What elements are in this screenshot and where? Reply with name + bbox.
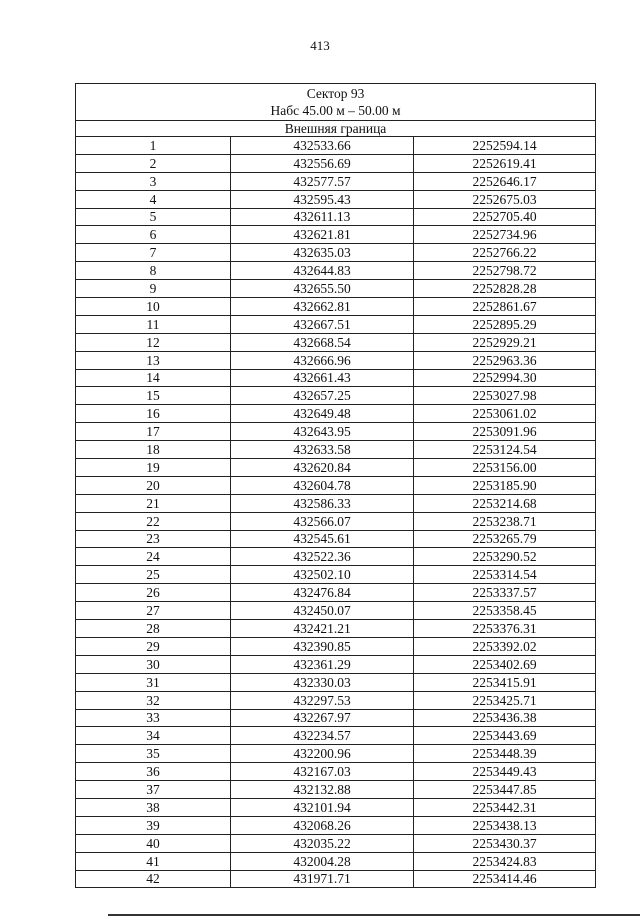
table-row [76, 691, 596, 709]
y-coordinate: 2252828.28 [414, 280, 596, 298]
point-number: 4 [76, 190, 231, 208]
x-coordinate: 432035.22 [231, 834, 414, 852]
point-number: 15 [76, 387, 231, 405]
x-coordinate: 432004.28 [231, 852, 414, 870]
point-number: 19 [76, 459, 231, 477]
point-number: 35 [76, 745, 231, 763]
x-coordinate: 432666.96 [231, 351, 414, 369]
y-coordinate: 2253392.02 [414, 637, 596, 655]
table-row [76, 351, 596, 369]
y-coordinate: 2253443.69 [414, 727, 596, 745]
x-coordinate: 432668.54 [231, 333, 414, 351]
x-coordinate: 431971.71 [231, 870, 414, 888]
y-coordinate: 2253449.43 [414, 763, 596, 781]
point-number: 28 [76, 620, 231, 638]
point-number: 38 [76, 798, 231, 816]
point-number: 42 [76, 870, 231, 888]
x-coordinate: 432522.36 [231, 548, 414, 566]
point-number: 32 [76, 691, 231, 709]
x-coordinate: 432635.03 [231, 244, 414, 262]
point-number: 34 [76, 727, 231, 745]
height-range: Набс 45.00 м – 50.00 м [270, 103, 401, 118]
y-coordinate: 2252594.14 [414, 137, 596, 155]
table-row [76, 602, 596, 620]
table-row [76, 387, 596, 405]
page-number: 413 [310, 38, 330, 53]
table-row [76, 548, 596, 566]
x-coordinate: 432330.03 [231, 673, 414, 691]
x-coordinate: 432595.43 [231, 190, 414, 208]
table-title-row [76, 84, 596, 121]
point-number: 12 [76, 333, 231, 351]
point-number: 41 [76, 852, 231, 870]
point-number: 25 [76, 566, 231, 584]
y-coordinate: 2252798.72 [414, 262, 596, 280]
table-row [76, 620, 596, 638]
point-number: 17 [76, 423, 231, 441]
y-coordinate: 2253415.91 [414, 673, 596, 691]
table-row [76, 262, 596, 280]
page-bottom-edge [108, 914, 640, 916]
point-number: 29 [76, 637, 231, 655]
y-coordinate: 2253438.13 [414, 816, 596, 834]
table-row [76, 405, 596, 423]
table-row [76, 315, 596, 333]
x-coordinate: 432655.50 [231, 280, 414, 298]
y-coordinate: 2252963.36 [414, 351, 596, 369]
x-coordinate: 432390.85 [231, 637, 414, 655]
point-number: 24 [76, 548, 231, 566]
x-coordinate: 432297.53 [231, 691, 414, 709]
point-number: 23 [76, 530, 231, 548]
point-number: 37 [76, 781, 231, 799]
x-coordinate: 432566.07 [231, 512, 414, 530]
x-coordinate: 432657.25 [231, 387, 414, 405]
point-number: 30 [76, 655, 231, 673]
y-coordinate: 2252895.29 [414, 315, 596, 333]
section-header: Внешняя граница [76, 121, 596, 137]
x-coordinate: 432556.69 [231, 154, 414, 172]
table-row [76, 369, 596, 387]
sector-title: Сектор 93 [306, 86, 365, 101]
table-row [76, 154, 596, 172]
y-coordinate: 2253061.02 [414, 405, 596, 423]
y-coordinate: 2253430.37 [414, 834, 596, 852]
y-coordinate: 2253402.69 [414, 655, 596, 673]
y-coordinate: 2253447.85 [414, 781, 596, 799]
x-coordinate: 432421.21 [231, 620, 414, 638]
point-number: 27 [76, 602, 231, 620]
table-row [76, 423, 596, 441]
point-number: 40 [76, 834, 231, 852]
y-coordinate: 2252766.22 [414, 244, 596, 262]
point-number: 11 [76, 315, 231, 333]
point-number: 10 [76, 298, 231, 316]
table-row [76, 834, 596, 852]
table-row [76, 298, 596, 316]
table-title [76, 84, 596, 121]
point-number: 3 [76, 172, 231, 190]
table-row [76, 137, 596, 155]
table-row [76, 781, 596, 799]
x-coordinate: 432502.10 [231, 566, 414, 584]
y-coordinate: 2252646.17 [414, 172, 596, 190]
y-coordinate: 2253156.00 [414, 459, 596, 477]
y-coordinate: 2253425.71 [414, 691, 596, 709]
y-coordinate: 2252994.30 [414, 369, 596, 387]
point-number: 21 [76, 494, 231, 512]
table-row [76, 459, 596, 477]
table-row [76, 727, 596, 745]
y-coordinate: 2252929.21 [414, 333, 596, 351]
table-row [76, 566, 596, 584]
point-number: 8 [76, 262, 231, 280]
point-number: 5 [76, 208, 231, 226]
x-coordinate: 432644.83 [231, 262, 414, 280]
y-coordinate: 2252705.40 [414, 208, 596, 226]
table-row [76, 208, 596, 226]
x-coordinate: 432476.84 [231, 584, 414, 602]
x-coordinate: 432167.03 [231, 763, 414, 781]
point-number: 20 [76, 476, 231, 494]
x-coordinate: 432662.81 [231, 298, 414, 316]
x-coordinate: 432667.51 [231, 315, 414, 333]
point-number: 9 [76, 280, 231, 298]
y-coordinate: 2253376.31 [414, 620, 596, 638]
point-number: 7 [76, 244, 231, 262]
point-number: 16 [76, 405, 231, 423]
point-number: 26 [76, 584, 231, 602]
table-row [76, 280, 596, 298]
y-coordinate: 2253314.54 [414, 566, 596, 584]
coordinate-table [75, 83, 596, 888]
x-coordinate: 432586.33 [231, 494, 414, 512]
y-coordinate: 2252734.96 [414, 226, 596, 244]
table-row [76, 441, 596, 459]
y-coordinate: 2252861.67 [414, 298, 596, 316]
table-row [76, 226, 596, 244]
table-row [76, 637, 596, 655]
y-coordinate: 2253091.96 [414, 423, 596, 441]
table-row [76, 763, 596, 781]
table-row [76, 494, 596, 512]
table-row [76, 476, 596, 494]
x-coordinate: 432649.48 [231, 405, 414, 423]
y-coordinate: 2253124.54 [414, 441, 596, 459]
point-number: 31 [76, 673, 231, 691]
y-coordinate: 2253414.46 [414, 870, 596, 888]
point-number: 18 [76, 441, 231, 459]
y-coordinate: 2253185.90 [414, 476, 596, 494]
y-coordinate: 2253424.83 [414, 852, 596, 870]
point-number: 39 [76, 816, 231, 834]
x-coordinate: 432643.95 [231, 423, 414, 441]
table-row [76, 530, 596, 548]
y-coordinate: 2253358.45 [414, 602, 596, 620]
x-coordinate: 432533.66 [231, 137, 414, 155]
y-coordinate: 2253337.57 [414, 584, 596, 602]
x-coordinate: 432234.57 [231, 727, 414, 745]
x-coordinate: 432267.97 [231, 709, 414, 727]
table-row [76, 172, 596, 190]
table-row [76, 190, 596, 208]
table-row [76, 584, 596, 602]
table-row [76, 709, 596, 727]
table-row [76, 852, 596, 870]
x-coordinate: 432068.26 [231, 816, 414, 834]
x-coordinate: 432545.61 [231, 530, 414, 548]
point-number: 2 [76, 154, 231, 172]
y-coordinate: 2253027.98 [414, 387, 596, 405]
x-coordinate: 432661.43 [231, 369, 414, 387]
y-coordinate: 2252675.03 [414, 190, 596, 208]
y-coordinate: 2253265.79 [414, 530, 596, 548]
table-row [76, 870, 596, 888]
point-number: 6 [76, 226, 231, 244]
table-row [76, 798, 596, 816]
point-number: 33 [76, 709, 231, 727]
table-row [76, 655, 596, 673]
x-coordinate: 432450.07 [231, 602, 414, 620]
table-row [76, 745, 596, 763]
y-coordinate: 2253436.38 [414, 709, 596, 727]
x-coordinate: 432611.13 [231, 208, 414, 226]
table-row [76, 512, 596, 530]
point-number: 36 [76, 763, 231, 781]
y-coordinate: 2253290.52 [414, 548, 596, 566]
x-coordinate: 432621.81 [231, 226, 414, 244]
y-coordinate: 2253442.31 [414, 798, 596, 816]
y-coordinate: 2252619.41 [414, 154, 596, 172]
y-coordinate: 2253448.39 [414, 745, 596, 763]
table-row [76, 816, 596, 834]
x-coordinate: 432604.78 [231, 476, 414, 494]
x-coordinate: 432633.58 [231, 441, 414, 459]
table-row [76, 333, 596, 351]
table-row [76, 673, 596, 691]
x-coordinate: 432101.94 [231, 798, 414, 816]
section-header-row [76, 121, 596, 137]
x-coordinate: 432620.84 [231, 459, 414, 477]
point-number: 1 [76, 137, 231, 155]
point-number: 22 [76, 512, 231, 530]
x-coordinate: 432200.96 [231, 745, 414, 763]
x-coordinate: 432132.88 [231, 781, 414, 799]
x-coordinate: 432577.57 [231, 172, 414, 190]
y-coordinate: 2253214.68 [414, 494, 596, 512]
table-row [76, 244, 596, 262]
point-number: 13 [76, 351, 231, 369]
x-coordinate: 432361.29 [231, 655, 414, 673]
y-coordinate: 2253238.71 [414, 512, 596, 530]
point-number: 14 [76, 369, 231, 387]
